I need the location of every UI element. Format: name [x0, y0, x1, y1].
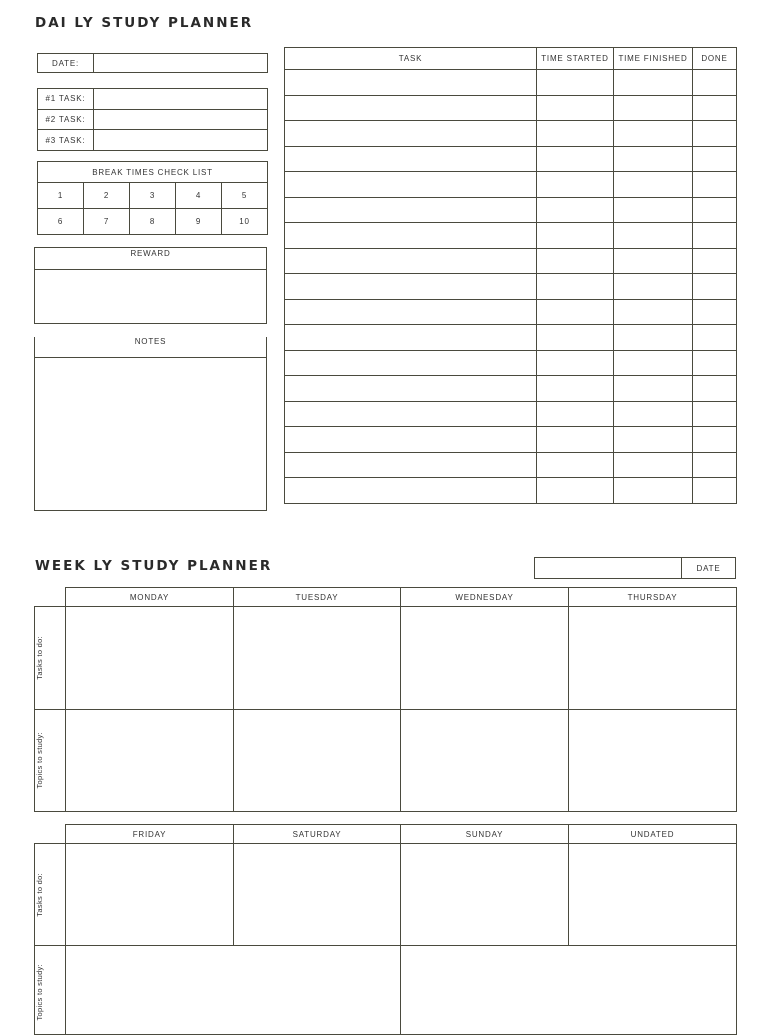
task-cell[interactable]	[285, 197, 537, 223]
time-finished-cell[interactable]	[614, 325, 693, 351]
done-cell[interactable]	[693, 299, 737, 325]
done-cell[interactable]	[693, 95, 737, 121]
week2-tasks-label: Tasks to do:	[35, 872, 44, 917]
time-started-cell[interactable]	[537, 274, 614, 300]
notes-box	[34, 337, 267, 511]
time-finished-cell[interactable]	[614, 427, 693, 453]
time-started-cell[interactable]	[537, 223, 614, 249]
task-row	[285, 401, 737, 427]
time-started-cell[interactable]	[537, 478, 614, 504]
time-finished-cell[interactable]	[614, 223, 693, 249]
task-cell[interactable]	[285, 274, 537, 300]
reward-label: REWARD	[35, 248, 267, 270]
week-block-2	[34, 824, 737, 1035]
task-table-header-started: TIME STARTED	[537, 48, 614, 70]
week1-topics-label: Topics to study:	[35, 732, 44, 789]
time-started-cell[interactable]	[537, 95, 614, 121]
task-row	[285, 172, 737, 198]
break-cell-6[interactable]: 6	[38, 209, 84, 235]
daily-date-box	[37, 53, 268, 73]
task-row	[285, 146, 737, 172]
time-started-cell[interactable]	[537, 452, 614, 478]
done-cell[interactable]	[693, 274, 737, 300]
break-cell-7[interactable]: 7	[84, 209, 130, 235]
done-cell[interactable]	[693, 223, 737, 249]
task-row	[285, 350, 737, 376]
task-cell[interactable]	[285, 70, 537, 96]
task-cell[interactable]	[285, 172, 537, 198]
time-started-cell[interactable]	[537, 197, 614, 223]
tuesday-tasks-cell[interactable]	[234, 607, 401, 710]
break-cell-9[interactable]: 9	[176, 209, 222, 235]
task-row	[285, 427, 737, 453]
done-cell[interactable]	[693, 172, 737, 198]
break-checklist	[37, 161, 268, 235]
task-cell[interactable]	[285, 95, 537, 121]
time-finished-cell[interactable]	[614, 146, 693, 172]
done-cell[interactable]	[693, 146, 737, 172]
task-cell[interactable]	[285, 452, 537, 478]
task-row	[285, 376, 737, 402]
time-started-cell[interactable]	[537, 248, 614, 274]
task-cell[interactable]	[285, 223, 537, 249]
daily-task-table	[284, 47, 737, 504]
day-friday: FRIDAY	[66, 825, 234, 844]
task-3-label: #3 TASK:	[38, 130, 94, 151]
task-row	[285, 197, 737, 223]
break-cell-2[interactable]: 2	[84, 183, 130, 209]
time-finished-cell[interactable]	[614, 172, 693, 198]
weekly-title: WEEK LY STUDY PLANNER	[35, 558, 273, 574]
task-cell[interactable]	[285, 376, 537, 402]
done-cell[interactable]	[693, 478, 737, 504]
time-started-cell[interactable]	[537, 70, 614, 96]
task-cell[interactable]	[285, 248, 537, 274]
done-cell[interactable]	[693, 452, 737, 478]
daily-top-tasks	[37, 88, 268, 151]
done-cell[interactable]	[693, 376, 737, 402]
monday-topics-cell[interactable]	[66, 710, 234, 812]
break-cell-1[interactable]: 1	[38, 183, 84, 209]
notes-label: NOTES	[35, 337, 266, 358]
time-started-cell[interactable]	[537, 427, 614, 453]
week1-corner	[35, 588, 66, 607]
done-cell[interactable]	[693, 350, 737, 376]
sunday-tasks-cell[interactable]	[401, 844, 569, 946]
task-row	[285, 121, 737, 147]
task-table-header-finished: TIME FINISHED	[614, 48, 693, 70]
task-cell[interactable]	[285, 427, 537, 453]
day-tuesday: TUESDAY	[234, 588, 401, 607]
task-1-field[interactable]	[94, 89, 268, 110]
daily-title: DAI LY STUDY PLANNER	[35, 15, 254, 31]
tuesday-topics-cell[interactable]	[234, 710, 401, 812]
time-finished-cell[interactable]	[614, 95, 693, 121]
wednesday-tasks-cell[interactable]	[401, 607, 569, 710]
task-row	[285, 248, 737, 274]
weekly-date-label: DATE	[682, 558, 736, 579]
weekly-date-field[interactable]	[535, 558, 682, 579]
weekly-date-box	[534, 557, 736, 579]
time-started-cell[interactable]	[537, 172, 614, 198]
time-finished-cell[interactable]	[614, 401, 693, 427]
task-cell[interactable]	[285, 146, 537, 172]
task-row	[285, 478, 737, 504]
time-started-cell[interactable]	[537, 146, 614, 172]
task-2-field[interactable]	[94, 109, 268, 130]
time-finished-cell[interactable]	[614, 274, 693, 300]
task-3-field[interactable]	[94, 130, 268, 151]
daily-date-field[interactable]	[94, 54, 268, 73]
day-wednesday: WEDNESDAY	[401, 588, 569, 607]
break-cell-10[interactable]: 10	[222, 209, 268, 235]
time-finished-cell[interactable]	[614, 197, 693, 223]
task-cell[interactable]	[285, 121, 537, 147]
task-2-label: #2 TASK:	[38, 109, 94, 130]
day-monday: MONDAY	[66, 588, 234, 607]
saturday-tasks-cell[interactable]	[234, 844, 401, 946]
friday-tasks-cell[interactable]	[66, 844, 234, 946]
break-cell-3[interactable]: 3	[130, 183, 176, 209]
task-row	[285, 223, 737, 249]
task-table-header-task: TASK	[285, 48, 537, 70]
week2-corner	[35, 825, 66, 844]
time-finished-cell[interactable]	[614, 478, 693, 504]
task-cell[interactable]	[285, 299, 537, 325]
time-started-cell[interactable]	[537, 325, 614, 351]
task-cell[interactable]	[285, 325, 537, 351]
weekend-topics-cell-left[interactable]	[66, 946, 401, 1035]
thursday-topics-cell[interactable]	[569, 710, 737, 812]
time-finished-cell[interactable]	[614, 70, 693, 96]
break-checklist-title: BREAK TIMES CHECK LIST	[38, 162, 268, 183]
monday-tasks-cell[interactable]	[66, 607, 234, 710]
day-saturday: SATURDAY	[234, 825, 401, 844]
task-row	[285, 299, 737, 325]
reward-field[interactable]	[35, 270, 267, 324]
task-cell[interactable]	[285, 478, 537, 504]
done-cell[interactable]	[693, 427, 737, 453]
done-cell[interactable]	[693, 248, 737, 274]
day-undated: UNDATED	[569, 825, 737, 844]
time-started-cell[interactable]	[537, 299, 614, 325]
week2-topics-label: Topics to study:	[35, 964, 44, 1021]
time-finished-cell[interactable]	[614, 452, 693, 478]
time-started-cell[interactable]	[537, 350, 614, 376]
time-finished-cell[interactable]	[614, 376, 693, 402]
done-cell[interactable]	[693, 121, 737, 147]
task-row	[285, 95, 737, 121]
break-cell-4[interactable]: 4	[176, 183, 222, 209]
break-cell-8[interactable]: 8	[130, 209, 176, 235]
done-cell[interactable]	[693, 197, 737, 223]
done-cell[interactable]	[693, 325, 737, 351]
task-table-header-done: DONE	[693, 48, 737, 70]
task-row	[285, 70, 737, 96]
time-started-cell[interactable]	[537, 121, 614, 147]
weekend-topics-cell-right[interactable]	[401, 946, 737, 1035]
week-block-1	[34, 587, 737, 812]
task-row	[285, 452, 737, 478]
daily-date-label: DATE:	[38, 54, 94, 73]
day-thursday: THURSDAY	[569, 588, 737, 607]
task-cell[interactable]	[285, 401, 537, 427]
time-started-cell[interactable]	[537, 376, 614, 402]
thursday-tasks-cell[interactable]	[569, 607, 737, 710]
done-cell[interactable]	[693, 70, 737, 96]
week1-tasks-label: Tasks to do:	[35, 636, 44, 680]
break-cell-5[interactable]: 5	[222, 183, 268, 209]
notes-field[interactable]	[35, 358, 266, 508]
time-started-cell[interactable]	[537, 401, 614, 427]
reward-box	[34, 247, 267, 324]
time-finished-cell[interactable]	[614, 350, 693, 376]
task-cell[interactable]	[285, 350, 537, 376]
undated-tasks-cell[interactable]	[569, 844, 737, 946]
time-finished-cell[interactable]	[614, 121, 693, 147]
task-row	[285, 325, 737, 351]
task-1-label: #1 TASK:	[38, 89, 94, 110]
time-finished-cell[interactable]	[614, 248, 693, 274]
day-sunday: SUNDAY	[401, 825, 569, 844]
done-cell[interactable]	[693, 401, 737, 427]
task-row	[285, 274, 737, 300]
time-finished-cell[interactable]	[614, 299, 693, 325]
wednesday-topics-cell[interactable]	[401, 710, 569, 812]
